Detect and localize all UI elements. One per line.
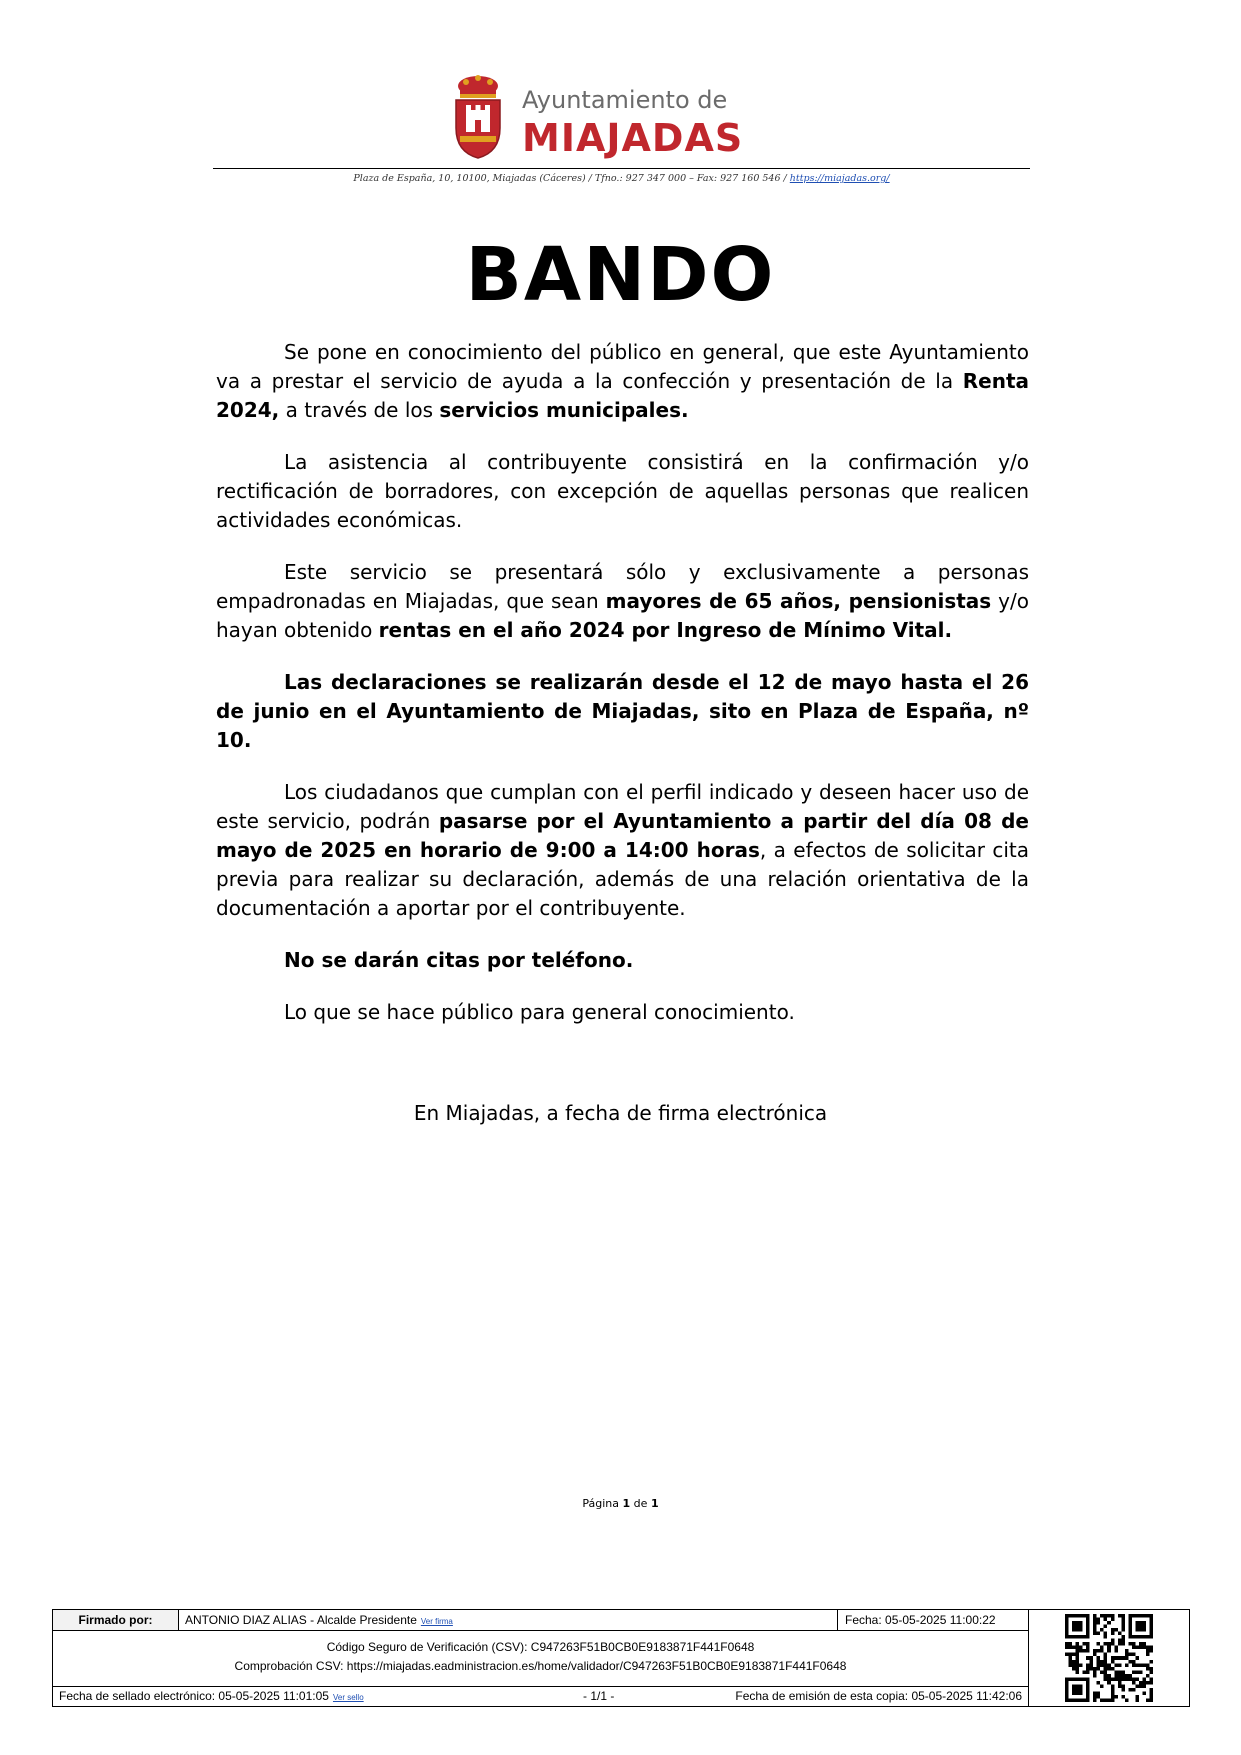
- municipality-logo: [450, 72, 750, 160]
- signer-name: ANTONIO DIAZ ALIAS - Alcalde Presidente: [185, 1613, 417, 1627]
- paragraph-5: [216, 778, 1029, 923]
- paragraph-1-text-b: a través de los: [279, 398, 440, 422]
- paragraph-4: [216, 668, 1029, 755]
- closing-line: En Miajadas, a fecha de firma electrónica: [413, 1101, 828, 1125]
- paragraph-7: Lo que se hace público para general conocimiento.: [284, 1000, 795, 1024]
- signer-cell: [179, 1610, 838, 1630]
- logo-text-ayuntamiento: Ayuntamiento de: [522, 86, 728, 114]
- paragraph-1: [216, 338, 1029, 425]
- paragraph-3-text-a: Este servicio se presentará sólo y exclusivamente a personas empadronadas en Miajadas, que sean: [216, 560, 1029, 613]
- paragraph-5-text-a: Los ciudadanos que cumplan con el perfil indicado y deseen hacer uso de este servicio, podrán: [216, 780, 1029, 833]
- signature-row: [53, 1610, 1028, 1631]
- paragraph-3-bold-a: mayores de 65 años, pensionistas: [605, 589, 992, 613]
- paragraph-2: La asistencia al contribuyente consistirá en la confirmación y/o rectificación de borradores, con excepción de aquellas personas que realicen actividades económicas.: [216, 450, 1029, 532]
- paragraph-1-bold-a: Renta 2024,: [216, 369, 1029, 422]
- csv-code: Código Seguro de Verificación (CSV): C947263F51B0CB0E9183871F441F0648: [326, 1640, 755, 1654]
- document-body: [216, 338, 1029, 1050]
- address-text: Plaza de España, 10, 10100, Miajadas (Cáceres) / Tfno.: 927 347 000 – Fax: 927 160 546 /: [353, 173, 790, 184]
- paragraph-1-text-a: Se pone en conocimiento del público en general, que este Ayuntamiento va a prestar el servicio de ayuda a la confección y presentación de la: [216, 340, 1029, 393]
- verify-seal-link[interactable]: Ver sello: [332, 1693, 364, 1702]
- copy-date: Fecha de emisión de esta copia: 05-05-2025 11:42:06: [735, 1689, 1022, 1703]
- paragraph-3: [216, 558, 1029, 645]
- page-number-middle: de: [630, 1497, 651, 1510]
- seal-date: Fecha de sellado electrónico: 05-05-2025 11:01:05: [59, 1689, 329, 1703]
- website-link[interactable]: https://miajadas.org/: [789, 173, 890, 184]
- header-address: [213, 173, 1030, 184]
- page-number: [0, 1497, 1241, 1510]
- paragraph-4-bold: Las declaraciones se realizarán desde el 12 de mayo hasta el 26 de junio en el Ayuntamiento de Miajadas, sito en Plaza de España, nº 10.: [216, 670, 1029, 752]
- logo-text-miajadas: MIAJADAS: [522, 116, 744, 160]
- sign-date: Fecha: 05-05-2025 11:00:22: [845, 1613, 996, 1627]
- paragraph-3-bold-b: rentas en el año 2024 por Ingreso de Mínimo Vital.: [378, 618, 953, 642]
- paragraph-5-text-b: , a efectos de solicitar cita previa para realizar su declaración, además de una relación orientativa de la documentación a aportar por el contribuyente.: [216, 838, 1029, 920]
- paragraph-5-bold-a: pasarse por el Ayuntamiento a partir del día 08 de mayo de 2025 en horario de 9:00 a 14:00 horas: [216, 809, 1029, 862]
- paragraph-3-text-b: y/o hayan obtenido: [216, 589, 1029, 642]
- signed-by-label: Firmado por:: [53, 1610, 179, 1630]
- page-number-prefix: Página: [582, 1497, 623, 1510]
- qr-code-icon: [1064, 1614, 1154, 1702]
- seal-cell: [59, 1686, 364, 1708]
- document-title: BANDO: [465, 232, 776, 318]
- signature-block: [52, 1609, 1190, 1707]
- page-marker: - 1/1 -: [583, 1689, 615, 1703]
- csv-row: [53, 1630, 1028, 1687]
- seal-row: [53, 1686, 1028, 1706]
- paragraph-1-bold-b: servicios municipales.: [439, 398, 689, 422]
- page-number-current: 1: [622, 1497, 631, 1510]
- page-number-total: 1: [650, 1497, 659, 1510]
- paragraph-6-bold: No se darán citas por teléfono.: [284, 948, 634, 972]
- coat-of-arms-icon: [450, 72, 506, 160]
- header-divider: [213, 168, 1030, 169]
- qr-cell: [1028, 1610, 1190, 1706]
- csv-check-url: Comprobación CSV: https://miajadas.eadministracion.es/home/validador/C947263F51B0CB0E9183871F441F0648: [234, 1659, 847, 1673]
- verify-signature-link[interactable]: Ver firma: [420, 1617, 453, 1626]
- paragraph-6: [216, 946, 1029, 975]
